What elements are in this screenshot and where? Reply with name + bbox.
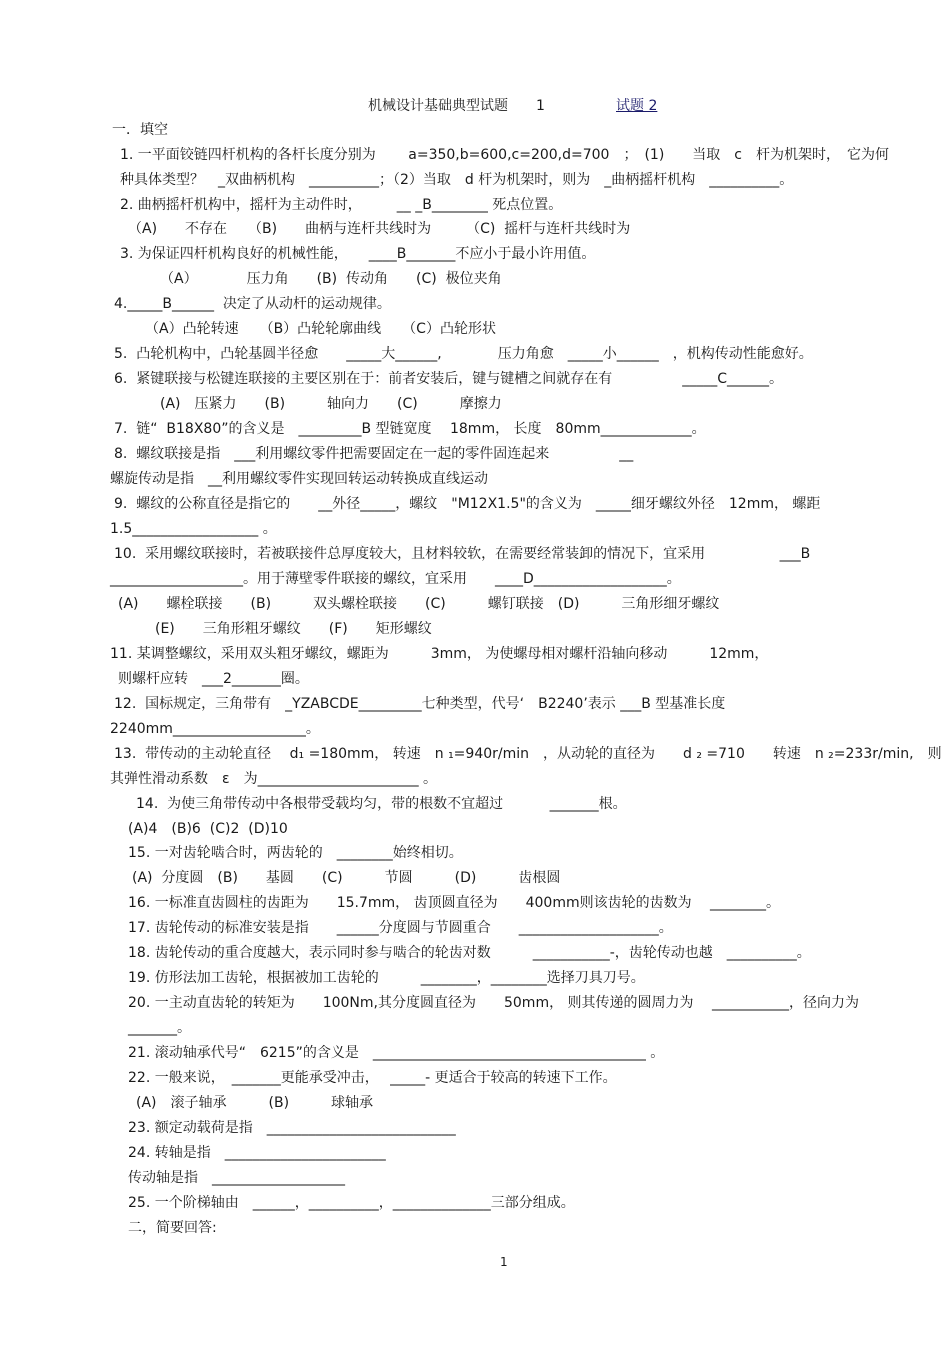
question-line: 9. 螺纹的公称直径是指它的 __外径_____，螺纹 "M12X1.5"的含义为 _____细牙螺纹外径 12mm， 螺距 (114, 496, 821, 512)
question-line: 11. 某调整螺纹，采用双头粗牙螺纹，螺距为 3mm， 为使螺母相对螺杆沿轴向移动 12mm， (110, 646, 769, 662)
question-line: （A) 不存在 （B) 曲柄与连杆共线时为 （C) 摇杆与连杆共线时为 (128, 221, 631, 237)
question-line: 21. 滚动轴承代号“ 6215”的含义是 _______________________________________ 。 (128, 1045, 665, 1061)
question-line: 种具体类型？ _双曲柄机构 __________；（2）当取 d 杆为机架时，则为 _曲柄摇杆机构 __________。 (120, 172, 794, 188)
question-line: 1. 一平面铰链四杆机构的各杆长度分别为 a=350,b=600,c=200,d=700 ； (1) 当取 c 杆为机架时， 它为何 (120, 147, 889, 163)
question-line: 4._____B______ 决定了从动杆的运动规律。 (114, 296, 391, 312)
question-line: 24. 转轴是指 _______________________ (128, 1145, 386, 1161)
question-line: (E) 三角形粗牙螺纹 (F) 矩形螺纹 (155, 621, 432, 637)
page-number: 1 (500, 1255, 508, 1269)
exam-2-link[interactable]: 试题 2 (616, 98, 658, 114)
question-line: 2. 曲柄摇杆机构中，摇杆为主动件时， __ _B________ 死点位置。 (120, 197, 563, 213)
question-line: 14. 为使三角带传动中各根带受载均匀，带的根数不宜超过 _______根。 (136, 796, 627, 812)
question-line: 13. 带传动的主动轮直径 d₁ =180mm， 转速 n ₁=940r/min ，从动轮的直径为 d ₂ =710 转速 n ₂=233r/min, 则 (114, 746, 942, 762)
question-line: 15. 一对齿轮啮合时，两齿轮的 ________始终相切。 (128, 845, 463, 861)
question-line: 7. 链“ B18X80”的含义是 _________B 型链宽度 18mm， 长度 80mm_____________。 (114, 421, 706, 437)
question-line: 6. 紧键联接与松键连联接的主要区别在于：前者安装后，键与键槽之间就存在有 _____C______。 (114, 371, 784, 387)
question-line: 25. 一个阶梯轴由 ______，__________，______________三部分组成。 (128, 1195, 575, 1211)
question-line: 螺旋传动是指 __利用螺纹零件实现回转运动转换成直线运动 (110, 471, 488, 487)
section-heading-short-answer: 二，简要回答: (128, 1220, 217, 1236)
question-line: 12. 国标规定，三角带有 _YZABCDE_________七种类型，代号‘ B2240’表示 ___B 型基准长度 (114, 696, 726, 712)
question-line: 16. 一标准直齿圆柱的齿距为 15.7mm， 齿顶圆直径为 400mm则该齿轮的齿数为 ________。 (128, 895, 781, 911)
question-line: 则螺杆应转 ___2_______圈。 (118, 671, 309, 687)
question-line: (A) 滚子轴承 (B) 球轴承 (136, 1095, 374, 1111)
question-line: (A) 螺栓联接 (B) 双头螺栓联接 (C) 螺钉联接 (D) 三角形细牙螺纹 (118, 596, 720, 612)
question-line: 20. 一主动直齿轮的转矩为 100Nm,其分度圆直径为 50mm， 则其传递的圆周力为 ___________，径向力为 (128, 995, 859, 1011)
question-line: 3. 为保证四杆机构良好的机械性能， ____B_______不应小于最小许用值。 (120, 246, 596, 262)
question-line: 18. 齿轮传动的重合度越大，表示同时参与啮合的轮齿对数 ___________-，齿轮传动也越 __________。 (128, 945, 811, 961)
question-line: 传动轴是指 ___________________ (128, 1170, 345, 1186)
question-line: (A) 压紧力 (B) 轴向力 (C) 摩擦力 (160, 396, 502, 412)
question-line: 5. 凸轮机构中，凸轮基圆半径愈 _____大______, 压力角愈 _____小______ ，机构传动性能愈好。 (114, 346, 813, 362)
question-line: 8. 螺纹联接是指 ___利用螺纹零件把需要固定在一起的零件固连起来 __ (114, 446, 634, 462)
question-line: 22. 一般来说， _______更能承受冲击， _____- 更适合于较高的转速下工作。 (128, 1070, 617, 1086)
page-title: 机械设计基础典型试题 1 (368, 98, 545, 114)
question-line: 其弹性滑动系数 ε 为_______________________ 。 (110, 771, 438, 787)
question-line: _______。 (128, 1020, 191, 1036)
question-line: 17. 齿轮传动的标准安装是指 ______分度圆与节圆重合 ____________________。 (128, 920, 673, 936)
question-line: （A） 压力角 (B) 传动角 (C) 极位夹角 (160, 271, 502, 287)
question-line: (A) 分度圆 (B) 基圆 (C) 节圆 (D) 齿根圆 (132, 870, 561, 886)
question-line: 19. 仿形法加工齿轮，根据被加工齿轮的 ________，________选择刀具刀号。 (128, 970, 645, 986)
question-line: (A)4 (B)6 (C)2 (D)10 (128, 821, 288, 837)
question-line: 1.5__________________ 。 (110, 521, 277, 537)
question-line: ___________________。用于薄壁零件联接的螺纹，宜采用 ____D___________________。 (110, 571, 681, 587)
question-line: 10. 采用螺纹联接时，若被联接件总厚度较大，且材料较软，在需要经常装卸的情况下，宜采用 ___B (114, 546, 811, 562)
question-line: （A）凸轮转速 （B）凸轮轮廓曲线 （C）凸轮形状 (145, 321, 496, 337)
question-line: 23. 额定动载荷是指 ___________________________ (128, 1120, 456, 1136)
section-heading-fill-in: 一．填空 (112, 122, 168, 138)
question-line: 2240mm___________________。 (110, 721, 320, 737)
